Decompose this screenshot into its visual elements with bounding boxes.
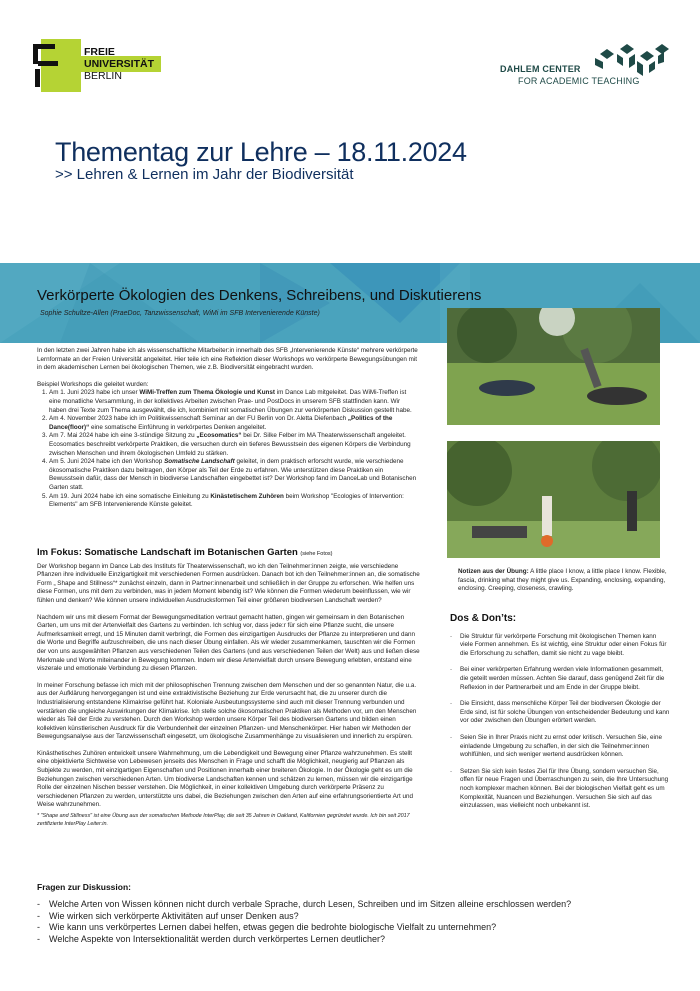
dahlem-center-logo — [500, 44, 670, 94]
section-heading: Fragen zur Diskussion: — [37, 882, 131, 892]
page-subtitle: >> Lehren & Lernen im Jahr der Biodiversität — [55, 166, 354, 183]
intro-paragraph: In den letzten zwei Jahren habe ich als wissenschaftliche Mitarbeiter:in innerhalb des SFB „Intervenierende Künste“ mehrere verkörperte Lernformate an der Freien Universität angeleitet. Hier teile ich eine Reflektion dieser Workshops wo verkörperte Bewegungsübungen mit in dem akademischen Lernen bei ökologischen Themen, wie z.B. Biodiversität eingebracht wurden. — [37, 347, 418, 372]
author: Sophie Schultze-Allen (PraeDoc, Tanzwissenschaft, WiMi im SFB Intervenierende Künste) — [40, 310, 320, 317]
logo-text: FOR ACADEMIC TEACHING — [518, 76, 640, 86]
workshop-photo-1 — [447, 308, 660, 425]
list-item: - Wie wirken sich verkörperte Aktivitäten auf unser Denken aus? — [37, 911, 657, 923]
list-item: - Wie kann uns verkörpertes Lernen dabei helfen, etwas gegen die bedrohte biologische Vielfalt zu unternehmen? — [37, 922, 657, 934]
dos-donts-section — [450, 615, 670, 819]
list-item: 5. Am 19. Juni 2024 habe ich eine somatische Einleitung zu Kinästetischem Zuhören beim Workshop "Ecologies of Intervention: Elements" am SFB Intervenierende Künste geleitet. — [49, 493, 419, 510]
exercise-notes: Notizen aus der Übung: A little place I know, a little place I know. Flexible, fascia, drinking what they might give us. Expanding, enclosing, expanding, enclosing. Creeping, closeness, crawling. — [458, 568, 667, 593]
paragraph: Nachdem wir uns mit diesem Format der Bewegungsmeditation vertraut gemacht hatten, gingen wir gemeinsam in den Botanischen Garten, um uns mit der Artenvielfalt des Gartens zu verbinden. Ich schlug vor, dass jede:r für sich eine Pflanze sucht, die unsere Aufmerksamkeit erregt, und 15 Minuten damit verbringt, die Formen des einzigartigen Ausdrucks der Pflanze zu interpretieren und dann die Worte und Begriffe aufzuschreiben, die uns nach dieser Übung einfallen. Als wir wieder zusammenkamen, tauschten wir die Formen der von uns ausgewählten Pflanzen aus verschiedenen Teilen des Gartens (und aus verschiedenen Teilen der Welt) aus und ließen diese Merkmale und Worte miteinander in Bewegung kommen. Indem wir diese Artenvielfalt durch unsere Bewegung erlebten, entstand eine viszerale und emotionale Verbindung zu diesen Pflanzen. — [37, 613, 420, 673]
footnote: * "Shape and Stillness" ist eine Übung aus der somatischen Methode InterPlay, die seit 35 Jahren in Oakland, Kalifornien gegründet wurde. Ich bin seit 2017 zertifizierte InterPlay Leiter:in. — [37, 813, 410, 827]
list-item: - Die Struktur für verkörperte Forschung mit ökologischen Themen kann viele Formen annehmen. Es ist wichtig, eine Struktur oder einen Fokus für die Erforschung zu schaffen, damit sie nicht zu vage bleibt. — [450, 633, 670, 659]
list-item: - Welche Aspekte von Intersektionalität werden durch verkörpertes Lernen deutlicher? — [37, 934, 657, 946]
poster-title: Verkörperte Ökologien des Denkens, Schreibens, und Diskutierens — [37, 287, 482, 304]
list-item: 2. Am 4. November 2023 habe ich im Politikwissenschaft Seminar an der FU Berlin von Dr. Aletta Diefenbach „Politics of the Dance(floor)“ eine somatische Einführung in verkörpertes Denken angeleitet. — [49, 415, 419, 432]
list-item: - Die Einsicht, dass menschliche Körper Teil der biodiversen Ökologie der Erde sind, ist für solche Übungen von entscheidender Bedeutung und kann vor oder zwischen den Übungen erörtert werden. — [450, 700, 670, 726]
list-item: - Welche Arten von Wissen können nicht durch verbale Sprache, durch Lesen, Schreiben und im Sitzen alleine erschlossen werden? — [37, 899, 657, 911]
paragraph: Kinästhetisches Zuhören entwickelt unsere Wahrnehmung, um die Lebendigkeit und Bewegung einer Pflanze wahrzunehmen. Es stellt eine objektivierte Sichtweise von Lebewesen jenseits des Menschen in Frage und schafft die Möglichkeit, neugierig auf Pflanzen als Subjekte zu werden, mit einzigartigen Eigenschaften und Positionen innerhalb einer breiteren Ökologie. In der Ökologie geht es um die Beziehungen zwischen verschiedenen Arten. Um biodiverse Landschaften kennen und schätzen zu lernen, müssen wir die einzigartige Rolle der einzelnen Nischen besser verstehen. Die Möglichkeit, in einer kollektiven Umgebung durch verkörperte Präsenz zu verschiedenen Pflanzen zu werden, unterstützte uns dabei, die Beziehungen zwischen den Arten auf eine erfahrungsorientierte Art und Weise wahrzunehmen. — [37, 749, 413, 809]
discussion-questions — [37, 882, 657, 945]
list-item: 1. Am 1. Juni 2023 habe ich unser WiMi-Treffen zum Thema Ökologie und Kunst im Dance Lab mitgeleitet. Das WiMi-Treffen ist eine monatliche Versammlung, in der kollektives Arbeiten zwischen Prae- und PostDocs in unserem SFB stattfinden kann. Wir haben drei Texte zum Thema ausgewählt, die ich, kombiniert mit somatischen Übungen zur verkörperten Diskussion gestellt habe. — [49, 389, 419, 415]
workshop-photo-2 — [447, 441, 660, 558]
logo-text: DAHLEM CENTER — [500, 64, 581, 74]
fu-berlin-logo — [33, 37, 163, 92]
list-intro: Beispiel Workshops die geleitet wurden: — [37, 380, 149, 388]
list-item: 4. Am 5. Juni 2024 habe ich den Workshop Somatische Landschaft geleitet, in dem praktisch erforscht wurde, wie verschiedene ökosomatische Praktiken dazu beitragen, den Körper als Teil der Erde zu erfahren. Wie unterstützen diese Praktiken ein Bewusstsein dafür, dass der Mensch in biodiverse Landschaften eingebettet ist? Der Workshop fand im DanceLab und Botanischen Garten statt. — [49, 458, 419, 492]
cubes-icon — [595, 44, 670, 79]
fokus-section — [37, 549, 422, 836]
logo-text: UNIVERSITÄT — [84, 58, 155, 70]
workshop-list — [37, 389, 419, 509]
page-title: Thementag zur Lehre – 18.11.2024 — [55, 137, 467, 167]
logo-text: FREIE — [84, 46, 115, 58]
list-item: - Bei einer verkörperten Erfahrung werden viele Informationen gesammelt, die geteilt werden müssen. Achten Sie darauf, dass genügend Zeit für die Reflexion in der Partnerarbeit und am Ende in der Gruppe bleibt. — [450, 666, 670, 692]
list-item: - Setzen Sie sich kein festes Ziel für Ihre Übung, sondern versuchen Sie, offen für neue Fragen und Überraschungen zu sein, die Ihre Untersuchung noch komplexer machen können. Bei der biologischen Vielfalt geht es um Komplexität, Nuancen und Beziehungen. Versuchen Sie sich auf das einzulassen, was vielleicht noch unbekannt ist. — [450, 768, 670, 811]
list-item: - Seien Sie in Ihrer Praxis nicht zu ernst oder kritisch. Versuchen Sie, eine einladende Umgebung zu schaffen, in der sich die Teilnehmer:innen wohlfühlen, und sich weniger wertend ausdrücken können. — [450, 734, 670, 760]
paragraph: Der Workshop begann im Dance Lab des Instituts für Theaterwissenschaft, wo ich den Teilnehmer:innen zeigte, wie verschiedene Pflanzen ihre individuelle Einzigartigkeit mit verschiedenen Formen ausdrücken. Danach bot ich den Teilnehmer:innen an, die somatische Form „ Shape and Stillness“* zunächst einzeln, dann in Partner:innenarbeit und schließlich in der Gruppe zu erforschen. Wie helfen uns diese Formen, uns mit dem zu verbinden, was in jedem Moment lebendig ist? Wie können die Formen wiederum beeinflussen, wie wir fühlen und denken? Wie können unsere individuellen Ausdrucksformen Teil einer größeren biodiversen Landschaft werden? — [37, 562, 420, 604]
intro-section — [37, 347, 419, 510]
paragraph: In meiner Forschung befasse ich mich mit der philosophischen Trennung zwischen dem Menschen und der so genannten Natur, die u.a. aus der Aufklärung hervorgegangen ist und eine extraktivistische Beziehung zur Erde verursacht hat, die zu unserer durch die Industrialisierung entstandene Klimakrise geführt hat. Koloniale Ausbeutungssysteme sind auch mit dieser Trennung verbunden und verstärken die ungleiche Auswirkungen der Klimakrise. Ich stelle solche ökosomatischen Praktiken als Methoden vor, um den Menschen wieder als Teil der Erde zu verstehen. Durch den Workshop werden unsere Körper Teil des biodiversen Gartens und bilden einen kollektiven künstlerischen Ausdruck für die Verbundenheit der einzelnen Pflanzen- und Menschenkörper. Hier haben wir Methoden der Bewegungsanalyse aus der Tanzwissenschaft eingesetzt, um ökologische Zusammenhänge zu visualisieren und innerlich zu erspüren. — [37, 681, 417, 741]
list-item: 3. Am 7. Mai 2024 habe ich eine 3-stündige Sitzung zu „Ecosomatics“ bei Dr. Silke Felber im MA Theaterwissenschaft angeleitet. Ecosomatics beschreibt verkörperte Praktiken, die versuchen durch ein tieferes Bewusstsein des eigenen Körpers die Verbindung zwischen Menschen und ihrem ökologischen Umfeld zu stärken. — [49, 432, 419, 458]
section-heading: Dos & Don’ts: — [450, 613, 517, 624]
logo-text: BERLIN — [84, 70, 122, 82]
section-heading: Im Fokus: Somatische Landschaft im Botanischen Garten (siehe Fotos) — [37, 547, 333, 558]
